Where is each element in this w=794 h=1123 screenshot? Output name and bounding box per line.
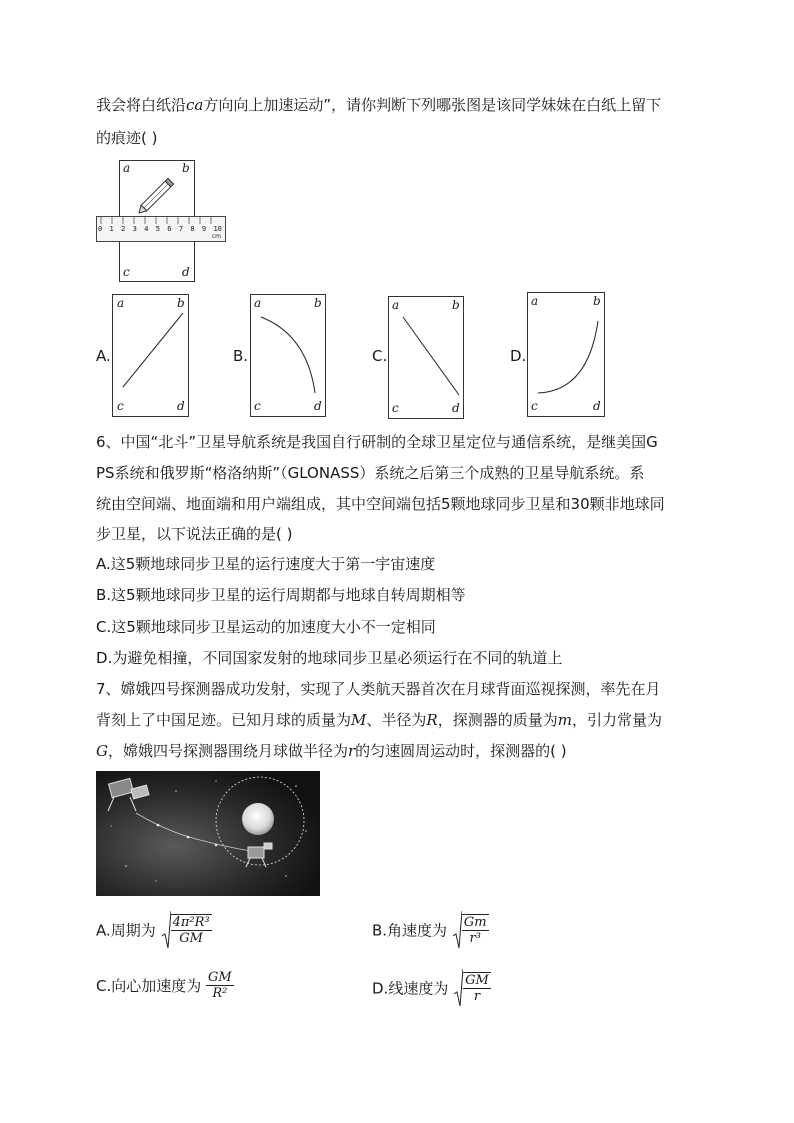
ruler-tick-label: 0 <box>98 225 103 233</box>
q5-option-b-panel <box>250 294 326 417</box>
corner-label-d: d <box>593 399 601 413</box>
ruler-tick-label: 4 <box>144 225 149 233</box>
corner-label-a: a <box>392 298 400 312</box>
q5-option-c-panel <box>388 296 464 419</box>
q5-line-1: 我会将白纸沿ca方向向上加速运动”，请你判断下列哪张图是该同学妹妹在白纸上留下 <box>96 96 662 114</box>
trajectory-line <box>389 297 463 418</box>
q6-option-a: A.这5颗地球同步卫星的运行速度大于第一宇宙速度 <box>96 555 436 573</box>
q7-line-1: 7、嫦娥四号探测器成功发射，实现了人类航天器首次在月球背面巡视探测，率先在月 <box>96 680 661 698</box>
sqrt-icon <box>161 910 171 950</box>
q5-main-diagram <box>96 157 226 284</box>
q5-line-2: 的痕迹( ) <box>96 129 158 147</box>
corner-label-d: d <box>452 401 460 415</box>
q5-option-d-label: D. <box>510 347 527 365</box>
corner-label-a: a <box>117 296 125 310</box>
ruler-tick-label: 10 <box>213 225 222 233</box>
q5-option-a-panel <box>112 294 189 417</box>
trajectory-curve <box>528 293 604 416</box>
q5-option-a-label: A. <box>96 347 111 365</box>
q5-option-d-panel <box>527 292 605 417</box>
corner-label-b: b <box>593 294 601 308</box>
q6-line-2: PS系统和俄罗斯“格洛纳斯”（GLONASS）系统之后第三个成熟的卫星导航系统。系 <box>96 464 645 482</box>
ruler-unit: cm <box>211 233 221 240</box>
q6-line-4: 步卫星，以下说法正确的是( ) <box>96 525 293 543</box>
trajectory-line <box>113 295 188 416</box>
corner-label-b: b <box>452 298 460 312</box>
q5-option-b-label: B. <box>233 347 249 365</box>
ruler-tick-label: 7 <box>178 225 184 233</box>
corner-label-c: c <box>531 399 538 413</box>
corner-label-c: c <box>254 399 261 413</box>
corner-label-a: a <box>531 294 539 308</box>
corner-label-b: b <box>177 296 185 310</box>
corner-label-a: a <box>254 296 262 310</box>
ruler-tick-label: 9 <box>201 225 207 233</box>
corner-label-d: d <box>182 265 190 279</box>
q7-line-3: G，嫦娥四号探测器围绕月球做半径为r的匀速圆周运动时，探测器的( ) <box>96 742 567 760</box>
chang-e-4-space-image <box>96 771 320 896</box>
q6-option-d: D.为避免相撞，不同国家发射的地球同步卫星必须运行在不同的轨道上 <box>96 649 563 667</box>
q7-line-2: 背刻上了中国足迹。已知月球的质量为M、半径为R，探测器的质量为m，引力常量为 <box>96 711 662 729</box>
corner-label-b: b <box>182 161 190 175</box>
ruler-tick-label: 3 <box>132 225 137 233</box>
ruler-tick-label: 6 <box>167 225 172 233</box>
corner-label-c: c <box>392 401 399 415</box>
ruler-tick-label: 1 <box>109 225 114 233</box>
q6-line-1: 6、中国“北斗”卫星导航系统是我国自行研制的全球卫星定位与通信系统，是继美国G <box>96 433 658 451</box>
q6-option-b: B.这5颗地球同步卫星的运行周期都与地球自转周期相等 <box>96 586 466 604</box>
corner-label-d: d <box>314 399 322 413</box>
sqrt-icon <box>452 910 462 950</box>
corner-label-d: d <box>177 399 185 413</box>
q6-option-c: C.这5颗地球同步卫星运动的加速度大小不一定相同 <box>96 618 436 636</box>
sqrt-icon <box>453 968 463 1008</box>
corner-label-c: c <box>117 399 124 413</box>
pencil-icon <box>131 171 181 221</box>
ruler-tick-label: 5 <box>155 225 160 233</box>
ruler-tick-label: 2 <box>121 225 126 233</box>
corner-label-a: a <box>123 161 131 175</box>
corner-label-b: b <box>314 296 322 310</box>
ruler-tick-label: 8 <box>190 225 195 233</box>
q5-option-c-label: C. <box>372 347 388 365</box>
q7-option-b: B.角速度为 $\frac{Gm}{\text{r³}}$ <box>372 910 489 950</box>
q6-line-3: 统由空间端、地面端和用户端组成，其中空间端包括5颗地球同步卫星和30颗非地球同 <box>96 495 665 513</box>
corner-label-c: c <box>123 265 130 279</box>
q7-option-c: C.向心加速度为 $\frac{GM}{\text{R²}}$ <box>96 970 232 1001</box>
q7-option-a: A.周期为 $\frac{\text{4π²R³}}{GM}$ <box>96 910 212 950</box>
trajectory-curve <box>251 295 325 416</box>
q7-option-d: D.线速度为 $\frac{GM}{r}$ <box>372 968 491 1008</box>
ruler <box>96 216 226 242</box>
